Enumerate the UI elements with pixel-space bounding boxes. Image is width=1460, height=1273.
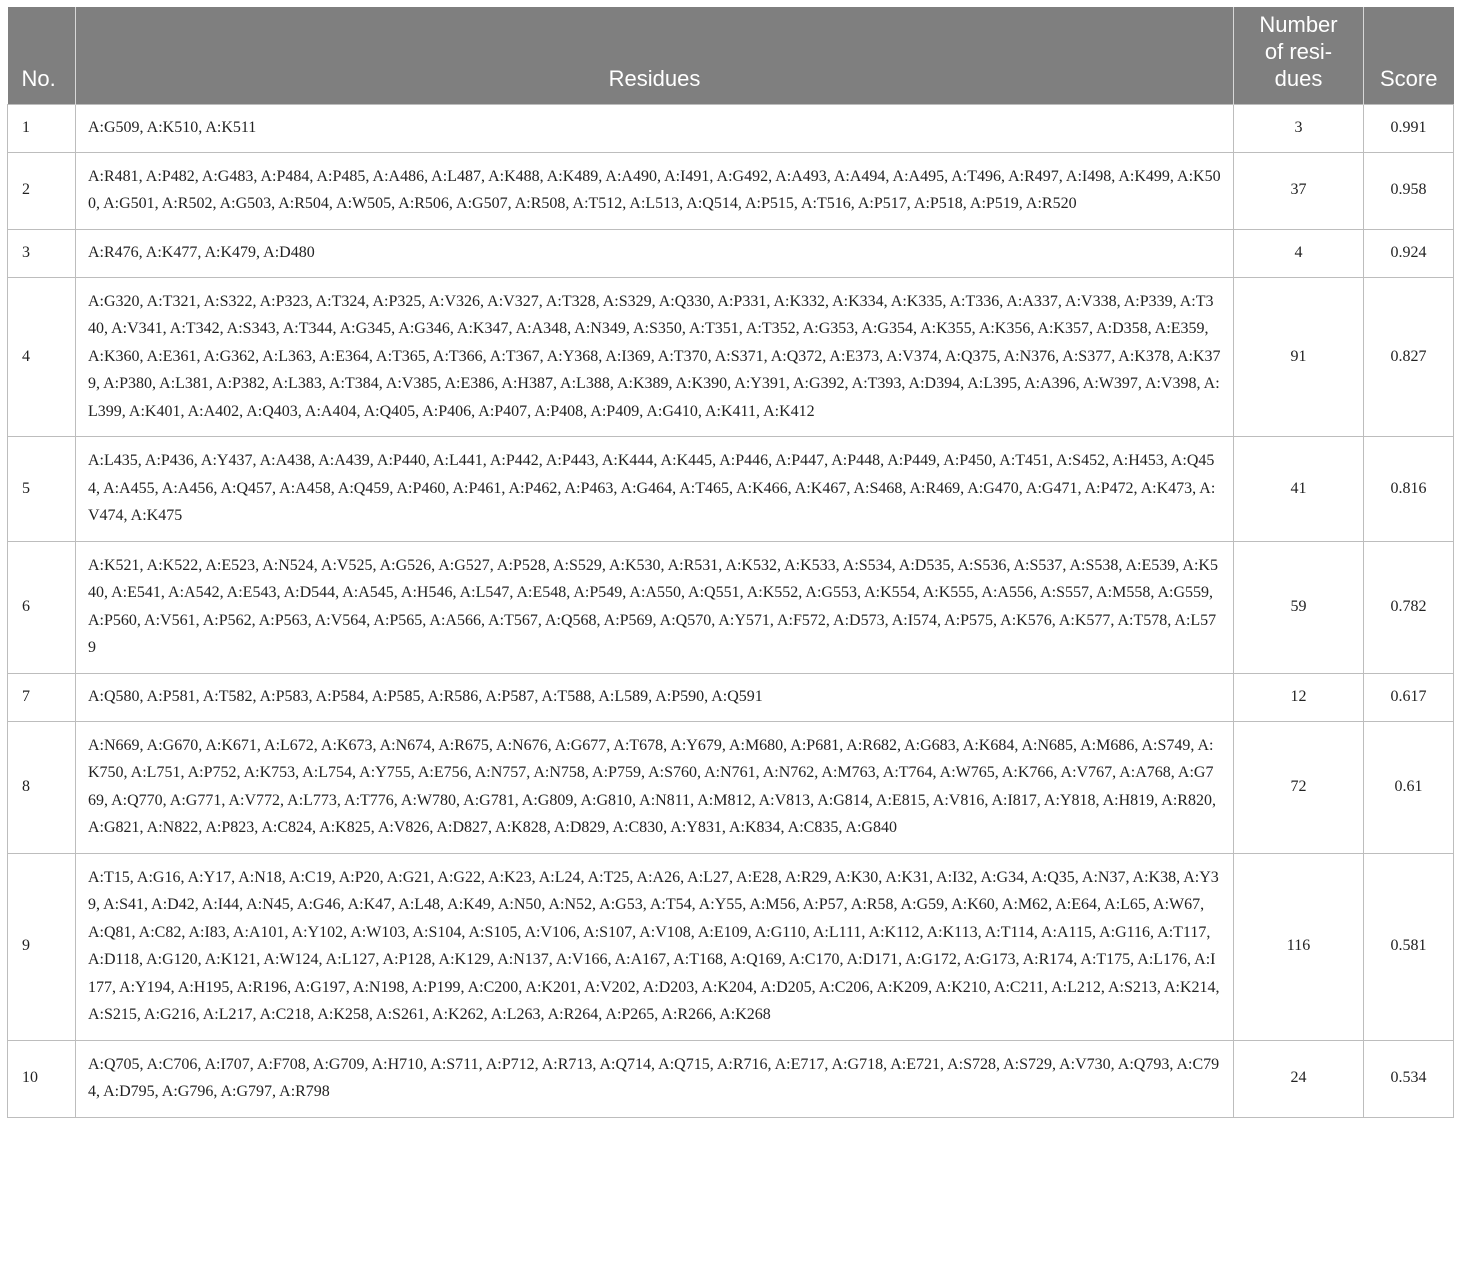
cell-residues: A:L435, A:P436, A:Y437, A:A438, A:A439, A:P440, A:L441, A:P442, A:P443, A:K444, A:K445, A:P446, A:P447, A:P448, A:P449, A:P450, A:T451, A:S452, A:H453, A:Q454, A:A455, A:A456, A:Q457, A:A458, A:Q459, A:P460, A:P461, A:P462, A:P463, A:G464, A:T465, A:K466, A:K467, A:S468, A:R469, A:G470, A:G471, A:P472, A:K473, A:V474, A:K475: [76, 437, 1234, 542]
table-row: [8, 1040, 1454, 1117]
cell-no: 9: [8, 853, 76, 1040]
cell-residues: A:G320, A:T321, A:S322, A:P323, A:T324, A:P325, A:V326, A:V327, A:T328, A:S329, A:Q330, A:P331, A:K332, A:K334, A:K335, A:T336, A:A337, A:V338, A:P339, A:T340, A:V341, A:T342, A:S343, A:T344, A:G345, A:G346, A:K347, A:A348, A:N349, A:S350, A:T351, A:T352, A:G353, A:G354, A:K355, A:K356, A:K357, A:D358, A:E359, A:K360, A:E361, A:G362, A:L363, A:E364, A:T365, A:T366, A:T367, A:Y368, A:I369, A:T370, A:S371, A:Q372, A:E373, A:V374, A:Q375, A:N376, A:S377, A:K378, A:K379, A:P380, A:L381, A:P382, A:L383, A:T384, A:V385, A:E386, A:H387, A:L388, A:K389, A:K390, A:Y391, A:G392, A:T393, A:D394, A:L395, A:A396, A:W397, A:V398, A:L399, A:K401, A:A402, A:Q403, A:A404, A:Q405, A:P406, A:P407, A:P408, A:P409, A:G410, A:K411, A:K412: [76, 277, 1234, 437]
cell-count: 59: [1234, 541, 1364, 673]
cell-residues: A:Q580, A:P581, A:T582, A:P583, A:P584, A:P585, A:R586, A:P587, A:T588, A:L589, A:P590, A:Q591: [76, 673, 1234, 721]
table-row: [8, 721, 1454, 853]
table-row: [8, 541, 1454, 673]
cell-residues: A:N669, A:G670, A:K671, A:L672, A:K673, A:N674, A:R675, A:N676, A:G677, A:T678, A:Y679, A:M680, A:P681, A:R682, A:G683, A:K684, A:N685, A:M686, A:S749, A:K750, A:L751, A:P752, A:K753, A:L754, A:Y755, A:E756, A:N757, A:N758, A:P759, A:S760, A:N761, A:N762, A:M763, A:T764, A:W765, A:K766, A:V767, A:A768, A:G769, A:Q770, A:G771, A:V772, A:L773, A:T776, A:W780, A:G781, A:G809, A:G810, A:N811, A:M812, A:V813, A:G814, A:E815, A:V816, A:I817, A:Y818, A:H819, A:R820, A:G821, A:N822, A:P823, A:C824, A:K825, A:V826, A:D827, A:K828, A:D829, A:C830, A:Y831, A:K834, A:C835, A:G840: [76, 721, 1234, 853]
cell-count: 72: [1234, 721, 1364, 853]
cell-count: 116: [1234, 853, 1364, 1040]
cell-residues: A:K521, A:K522, A:E523, A:N524, A:V525, A:G526, A:G527, A:P528, A:S529, A:K530, A:R531, A:K532, A:K533, A:S534, A:D535, A:S536, A:S537, A:S538, A:E539, A:K540, A:E541, A:A542, A:E543, A:D544, A:A545, A:H546, A:L547, A:E548, A:P549, A:A550, A:Q551, A:K552, A:G553, A:K554, A:K555, A:A556, A:S557, A:M558, A:G559, A:P560, A:V561, A:P562, A:P563, A:V564, A:P565, A:A566, A:T567, A:Q568, A:P569, A:Q570, A:Y571, A:F572, A:D573, A:I574, A:P575, A:K576, A:K577, A:T578, A:L579: [76, 541, 1234, 673]
cell-no: 10: [8, 1040, 76, 1117]
header-number-line1: Number: [1259, 11, 1338, 37]
header-number-of-residues: [1234, 7, 1364, 104]
cell-score: 0.924: [1364, 229, 1454, 277]
cell-score: 0.958: [1364, 152, 1454, 229]
table-row: [8, 277, 1454, 437]
cell-count: 4: [1234, 229, 1364, 277]
cell-count: 37: [1234, 152, 1364, 229]
cell-no: 3: [8, 229, 76, 277]
cell-residues: A:R476, A:K477, A:K479, A:D480: [76, 229, 1234, 277]
cell-no: 4: [8, 277, 76, 437]
cell-count: 24: [1234, 1040, 1364, 1117]
header-residues: Residues: [76, 7, 1234, 104]
cell-residues: A:T15, A:G16, A:Y17, A:N18, A:C19, A:P20, A:G21, A:G22, A:K23, A:L24, A:T25, A:A26, A:L27, A:E28, A:R29, A:K30, A:K31, A:I32, A:G34, A:Q35, A:N37, A:K38, A:Y39, A:S41, A:D42, A:I44, A:N45, A:G46, A:K47, A:L48, A:K49, A:N50, A:N52, A:G53, A:T54, A:Y55, A:M56, A:P57, A:R58, A:G59, A:K60, A:M62, A:E64, A:L65, A:W67, A:Q81, A:C82, A:I83, A:A101, A:Y102, A:W103, A:S104, A:S105, A:V106, A:S107, A:V108, A:E109, A:G110, A:L111, A:K112, A:K113, A:T114, A:A115, A:G116, A:T117, A:D118, A:G120, A:K121, A:W124, A:L127, A:P128, A:K129, A:N137, A:V166, A:A167, A:T168, A:Q169, A:C170, A:D171, A:G172, A:G173, A:R174, A:T175, A:L176, A:I177, A:Y194, A:H195, A:R196, A:G197, A:N198, A:P199, A:C200, A:K201, A:V202, A:D203, A:K204, A:D205, A:C206, A:K209, A:K210, A:C211, A:L212, A:S213, A:K214, A:S215, A:G216, A:L217, A:C218, A:K258, A:S261, A:K262, A:L263, A:R264, A:P265, A:R266, A:K268: [76, 853, 1234, 1040]
header-number-line3: dues: [1274, 65, 1323, 91]
cell-no: 8: [8, 721, 76, 853]
cell-no: 2: [8, 152, 76, 229]
table-row: [8, 104, 1454, 152]
header-number-line2: of resi-: [1264, 38, 1333, 64]
cell-no: 1: [8, 104, 76, 152]
cell-score: 0.782: [1364, 541, 1454, 673]
cell-score: 0.581: [1364, 853, 1454, 1040]
table-header: [8, 7, 1454, 104]
cell-count: 41: [1234, 437, 1364, 542]
cell-score: 0.617: [1364, 673, 1454, 721]
table-row: [8, 853, 1454, 1040]
cell-no: 5: [8, 437, 76, 542]
header-no: No.: [8, 7, 76, 104]
table-row: [8, 152, 1454, 229]
cell-count: 3: [1234, 104, 1364, 152]
cell-score: 0.534: [1364, 1040, 1454, 1117]
table-row: [8, 437, 1454, 542]
cell-residues: A:Q705, A:C706, A:I707, A:F708, A:G709, A:H710, A:S711, A:P712, A:R713, A:Q714, A:Q715, A:R716, A:E717, A:G718, A:E721, A:S728, A:S729, A:V730, A:Q793, A:C794, A:D795, A:G796, A:G797, A:R798: [76, 1040, 1234, 1117]
cell-score: 0.816: [1364, 437, 1454, 542]
cell-score: 0.61: [1364, 721, 1454, 853]
table-row: [8, 229, 1454, 277]
cell-residues: A:G509, A:K510, A:K511: [76, 104, 1234, 152]
cell-residues: A:R481, A:P482, A:G483, A:P484, A:P485, A:A486, A:L487, A:K488, A:K489, A:A490, A:I491, A:G492, A:A493, A:A494, A:A495, A:T496, A:R497, A:I498, A:K499, A:K500, A:G501, A:R502, A:G503, A:R504, A:W505, A:R506, A:G507, A:R508, A:T512, A:L513, A:Q514, A:P515, A:T516, A:P517, A:P518, A:P519, A:R520: [76, 152, 1234, 229]
cell-count: 91: [1234, 277, 1364, 437]
cell-no: 7: [8, 673, 76, 721]
header-score: Score: [1364, 7, 1454, 104]
cell-score: 0.827: [1364, 277, 1454, 437]
table-body: [8, 104, 1454, 1117]
cell-no: 6: [8, 541, 76, 673]
cell-count: 12: [1234, 673, 1364, 721]
table-row: [8, 673, 1454, 721]
residues-table: [7, 7, 1454, 1118]
cell-score: 0.991: [1364, 104, 1454, 152]
